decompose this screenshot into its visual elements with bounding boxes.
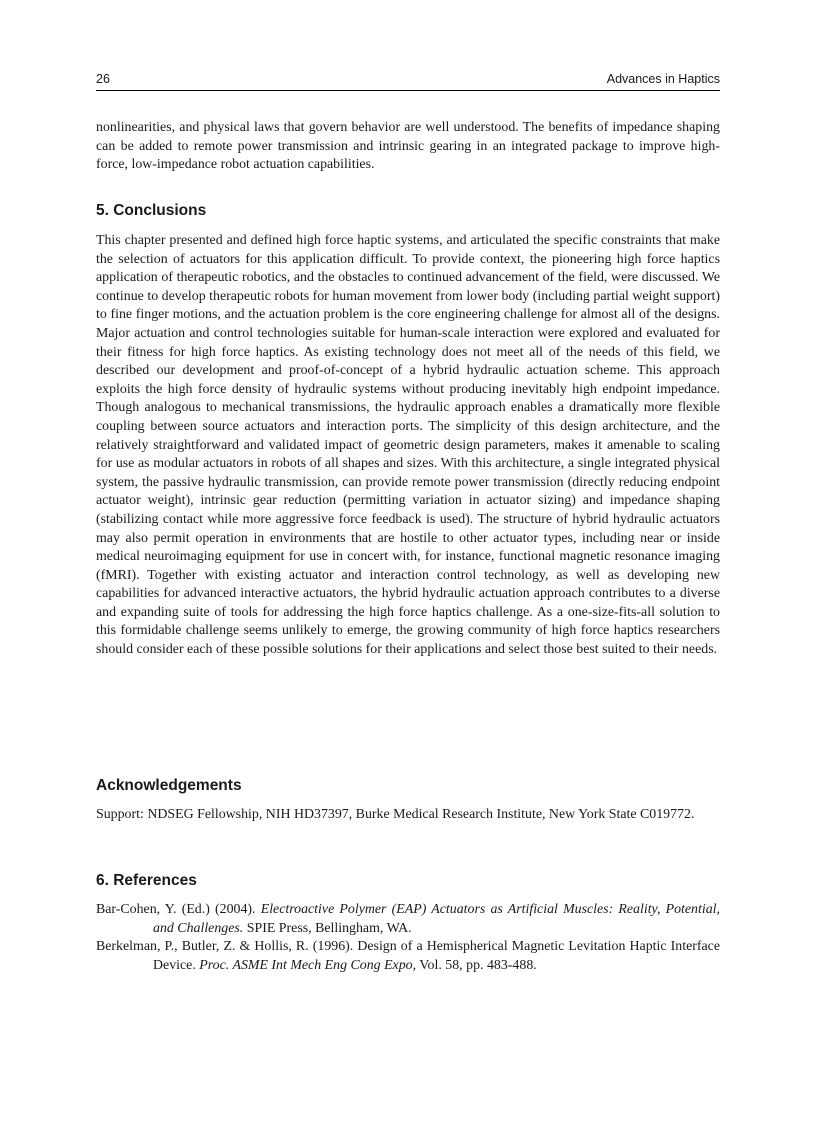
conclusions-heading: 5. Conclusions — [96, 202, 207, 219]
acknowledgements-heading: Acknowledgements — [96, 777, 242, 794]
intro-paragraph: nonlinearities, and physical laws that govern behavior are well understood. The benefits of impedance shaping can be added to remote power transmission and intrinsic gearing in an integrated package to improve high-force, low-impedance robot actuation capabilities. — [96, 120, 720, 173]
reference-list — [96, 901, 720, 975]
book-title: Advances in Haptics — [606, 72, 720, 86]
page-number: 26 — [96, 72, 110, 86]
reference-pages: Vol. 58, pp. 483-488. — [416, 957, 537, 973]
reference-authors: Bar-Cohen, Y. (Ed.) (2004). — [96, 902, 261, 917]
acknowledgements-paragraph: Support: NDSEG Fellowship, NIH HD37397, Burke Medical Research Institute, New York State C019772. — [96, 807, 695, 822]
reference-item — [96, 901, 720, 938]
reference-venue: Proc. ASME Int Mech Eng Cong Expo, — [199, 957, 417, 973]
reference-publisher: SPIE Press, Bellingham, WA. — [243, 920, 412, 936]
reference-authors: Berkelman, P., Butler, Z. & Hollis, R. (1996). Design of a Hemispherical Magnetic Levitation Haptic Interface Device. — [96, 939, 720, 973]
reference-title: Electroactive Polymer (EAP) Actuators as Artificial Muscles: Reality, Potential, and Challenges. — [153, 902, 720, 936]
conclusions-paragraph: This chapter presented and defined high force haptic systems, and articulated the specific constraints that make the selection of actuators for this application difficult. To provide context, the pioneering high force haptics application of therapeutic robotics, and the obstacles to continued advancement of the field, were discussed. We continue to develop therapeutic robots for human movement from lower body (including partial weight support) to fine finger motions, and the actuation problem is the core engineering challenge for almost all of the designs. Major actuation and control technologies suitable for human-scale interaction were explored and evaluated for their fitness for high force haptics. As existing technology does not meet all of the needs of this field, we described our development and proof-of-concept of a hybrid hydraulic actuation scheme. This approach exploits the high force density of hydraulic systems without producing inevitably high endpoint impedance. Though analogous to mechanical transmissions, the hydraulic approach enables a dramatically more flexible coupling between source actuators and interaction ports. The simplicity of this design architecture, and the relatively straightforward and validated impact of geometric design parameters, makes it amenable to scaling for use as modular actuators in robots of all shapes and sizes. With this architecture, a single integrated physical system, the passive hydraulic transmission, can provide remote power transmission (directly reducing endpoint actuator weight), intrinsic gear reduction (permitting variation in actuator sizing) and impedance shaping (stabilizing contact while more aggressive force feedback is used). The structure of hybrid hydraulic actuators may also permit operation in environments that are hostile to other actuator types, including near or inside medical neuroimaging equipment for use in concert with, for instance, functional magnetic resonance imaging (fMRI). Together with existing actuator and interaction control technology, as well as developing new capabilities for advanced interactive actuators, the hybrid hydraulic actuation approach contributes to a diverse and expanding suite of tools for addressing the high force haptics challenge. As a one-size-fits-all solution to this formidable challenge seems unlikely to emerge, the growing community of high force haptics researchers should consider each of these possible solutions for their applications and select those best suited to their needs. — [96, 233, 720, 658]
reference-item — [96, 938, 720, 975]
running-header — [96, 72, 720, 91]
references-heading: 6. References — [96, 872, 197, 889]
